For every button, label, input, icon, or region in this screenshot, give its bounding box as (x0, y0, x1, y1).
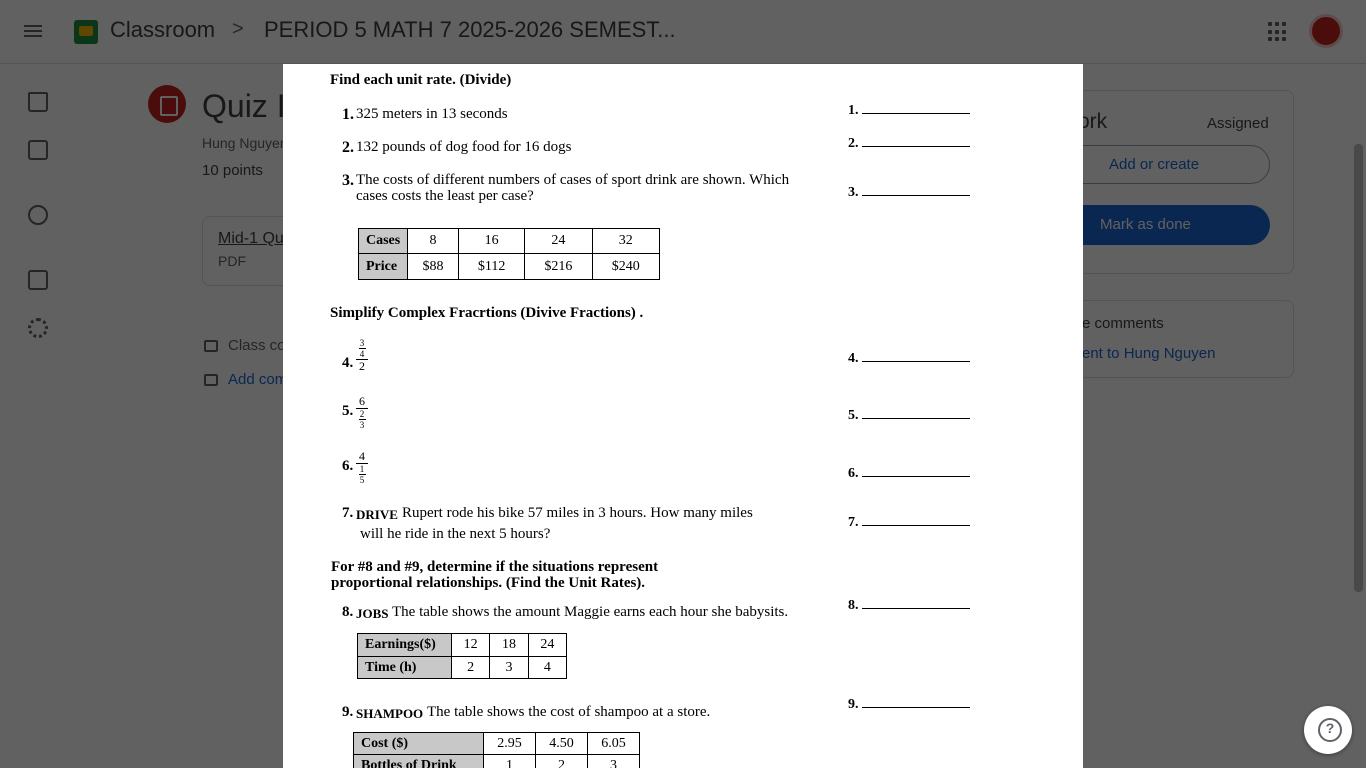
table-cell: $88 (408, 254, 459, 280)
table-header-cell: Bottles of Drink (354, 755, 484, 768)
answer-blank-2: 2. (848, 136, 970, 152)
fraction-denominator-numerator: 1 (359, 464, 365, 474)
fraction-numerator: 4 (359, 449, 365, 463)
table-cell: 4.50 (536, 733, 588, 755)
question-6-number: 6. (342, 458, 354, 474)
table-header-cell: Cases (359, 229, 408, 254)
question-8-label: JOBS (356, 606, 389, 621)
question-9-number: 9. (342, 704, 354, 720)
table-cell: 2.95 (484, 733, 536, 755)
question-3-text-line-1: The costs of different numbers of cases of sport drink are shown. Which (356, 172, 790, 188)
table-header-cell: Time (h) (358, 657, 452, 679)
question-2-text: 132 pounds of dog food for 16 dogs (356, 139, 572, 155)
question-4-number: 4. (342, 355, 354, 371)
table-header-cell: Cost ($) (354, 733, 484, 755)
question-7-number: 7. (342, 505, 354, 521)
table-cell: 32 (592, 229, 659, 254)
pdf-preview-page (283, 64, 1083, 768)
table-cell: 12 (452, 634, 490, 657)
section-heading-unit-rate: Find each unit rate. (Divide) (330, 72, 512, 88)
question-5-complex-fraction (356, 395, 368, 430)
question-1-text: 325 meters in 13 seconds (356, 106, 508, 122)
earnings-time-table (357, 633, 567, 679)
answer-blank-1: 1. (848, 103, 970, 119)
answer-blank-7: 7. (848, 515, 970, 531)
answer-blank-4: 4. (848, 351, 970, 367)
section-heading-proportional-line-2: proportional relationships. (Find the Unit Rates). (331, 575, 646, 591)
table-cell: 2 (536, 755, 588, 768)
question-3-text-line-2: cases costs the least per case? (356, 188, 534, 204)
question-7-text-line-1: Rupert rode his bike 57 miles in 3 hours. How many miles (402, 505, 753, 521)
question-3-number: 3. (342, 172, 354, 189)
question-9-text: The table shows the cost of shampoo at a store. (427, 704, 711, 720)
table-cell: 2 (452, 657, 490, 679)
question-7-label: DRIVE (356, 507, 398, 522)
question-5-number: 5. (342, 403, 354, 419)
table-cell: 8 (408, 229, 459, 254)
fraction-numerator: 6 (359, 394, 365, 408)
table-header-cell: Earnings($) (358, 634, 452, 657)
answer-blank-6: 6. (848, 466, 970, 482)
table-cell: 1 (484, 755, 536, 768)
question-6-complex-fraction (356, 450, 368, 485)
question-9-label: SHAMPOO (356, 706, 424, 721)
answer-blank-8: 8. (848, 598, 970, 614)
table-cell: $216 (525, 254, 592, 280)
table-cell: 3 (588, 755, 640, 768)
fraction-numerator: 3 (359, 338, 365, 348)
question-2-number: 2. (342, 139, 354, 156)
section-heading-complex-fractions: Simplify Complex Fracrtions (Divive Fractions) . (330, 305, 644, 321)
section-heading-proportional-line-1: For #8 and #9, determine if the situations represent (331, 559, 659, 575)
table-cell: 24 (525, 229, 592, 254)
fraction-denominator-denominator: 5 (359, 475, 365, 485)
question-1-number: 1. (342, 106, 354, 123)
fraction-denominator: 2 (359, 359, 365, 373)
cases-price-table (358, 228, 660, 280)
table-cell: 3 (490, 657, 528, 679)
question-8-number: 8. (342, 604, 354, 620)
answer-blank-5: 5. (848, 408, 970, 424)
question-4-complex-fraction (356, 338, 368, 373)
table-cell: 16 (459, 229, 525, 254)
table-cell: 18 (490, 634, 528, 657)
table-cell: 4 (528, 657, 566, 679)
table-cell: 24 (528, 634, 566, 657)
table-cell: 6.05 (588, 733, 640, 755)
table-cell: $112 (459, 254, 525, 280)
fraction-numerator-denominator: 4 (359, 349, 365, 359)
table-cell: $240 (592, 254, 659, 280)
help-icon[interactable] (1304, 706, 1352, 754)
question-8-text: The table shows the amount Maggie earns each hour she babysits. (392, 604, 789, 620)
answer-blank-3: 3. (848, 185, 970, 201)
question-7-text-line-2: will he ride in the next 5 hours? (360, 526, 551, 542)
cost-bottles-table (353, 732, 640, 768)
fraction-denominator-denominator: 3 (359, 420, 365, 430)
fraction-denominator-numerator: 2 (359, 409, 365, 419)
table-header-cell: Price (359, 254, 408, 280)
answer-blank-9: 9. (848, 697, 970, 713)
